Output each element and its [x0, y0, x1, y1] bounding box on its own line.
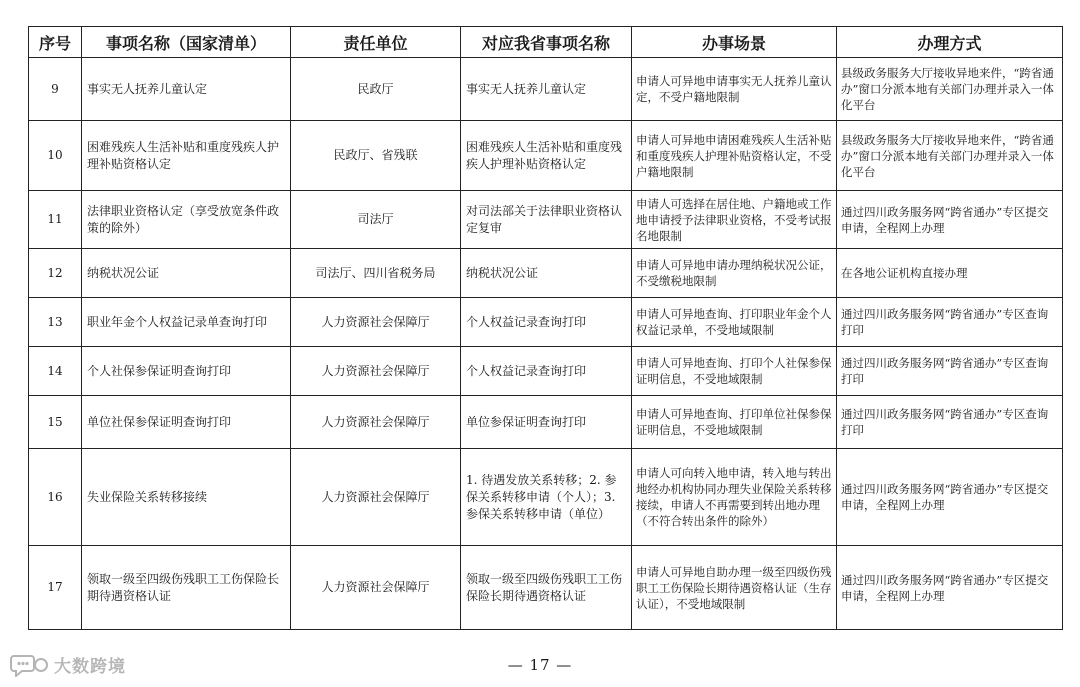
cell-item-name: 个人社保参保证明查询打印 — [82, 347, 291, 396]
cell-scene: 申请人可异地自助办理一级至四级伤残职工工伤保险长期待遇资格认证（生存认证），不受地域限制 — [632, 546, 837, 630]
cell-responsible-unit: 人力资源社会保障厅 — [291, 347, 461, 396]
cell-responsible-unit: 人力资源社会保障厅 — [291, 546, 461, 630]
cell-scene: 申请人可异地查询、打印单位社保参保证明信息，不受地域限制 — [632, 396, 837, 449]
table-row — [29, 121, 1063, 191]
header-responsible-unit: 责任单位 — [291, 27, 461, 58]
cell-scene: 申请人可选择在居住地、户籍地或工作地申请授予法律职业资格，不受考试报名地限制 — [632, 191, 837, 249]
header-serial: 序号 — [29, 27, 82, 58]
cell-serial: 13 — [29, 298, 82, 347]
table-row — [29, 249, 1063, 298]
header-method: 办理方式 — [837, 27, 1063, 58]
table-row — [29, 396, 1063, 449]
cell-responsible-unit: 司法厅 — [291, 191, 461, 249]
cell-method: 在各地公证机构直接办理 — [837, 249, 1063, 298]
header-item-name: 事项名称（国家清单） — [82, 27, 291, 58]
cell-scene: 申请人可异地查询、打印职业年金个人权益记录单，不受地域限制 — [632, 298, 837, 347]
cell-province-item: 纳税状况公证 — [461, 249, 632, 298]
cell-scene: 申请人可向转入地申请，转入地与转出地经办机构协同办理失业保险关系转移接续，申请人不再需要到转出地办理（不符合转出条件的除外） — [632, 449, 837, 546]
table-row — [29, 58, 1063, 121]
cell-responsible-unit: 人力资源社会保障厅 — [291, 449, 461, 546]
cell-responsible-unit: 司法厅、四川省税务局 — [291, 249, 461, 298]
cell-method: 通过四川政务服务网“跨省通办”专区查询打印 — [837, 396, 1063, 449]
cell-serial: 9 — [29, 58, 82, 121]
cell-scene: 申请人可异地申请办理纳税状况公证，不受缴税地限制 — [632, 249, 837, 298]
cell-serial: 11 — [29, 191, 82, 249]
cell-responsible-unit: 人力资源社会保障厅 — [291, 396, 461, 449]
cell-method: 通过四川政务服务网“跨省通办”专区提交申请，全程网上办理 — [837, 449, 1063, 546]
watermark-text: 大数跨境 — [54, 657, 126, 677]
cell-responsible-unit: 民政厅、省残联 — [291, 121, 461, 191]
cell-scene: 申请人可异地查询、打印个人社保参保证明信息，不受地域限制 — [632, 347, 837, 396]
services-table — [28, 26, 1063, 630]
cell-province-item: 领取一级至四级伤残职工工伤保险长期待遇资格认证 — [461, 546, 632, 630]
cell-serial: 10 — [29, 121, 82, 191]
cell-serial: 14 — [29, 347, 82, 396]
cell-province-item: 单位参保证明查询打印 — [461, 396, 632, 449]
cell-method: 通过四川政务服务网“跨省通办”专区提交申请，全程网上办理 — [837, 546, 1063, 630]
cell-province-item: 个人权益记录查询打印 — [461, 347, 632, 396]
cell-method: 通过四川政务服务网“跨省通办”专区提交申请，全程网上办理 — [837, 191, 1063, 249]
cell-item-name: 领取一级至四级伤残职工工伤保险长期待遇资格认证 — [82, 546, 291, 630]
document-table-container — [28, 26, 1062, 630]
cell-item-name: 纳税状况公证 — [82, 249, 291, 298]
cell-method: 通过四川政务服务网“跨省通办”专区查询打印 — [837, 347, 1063, 396]
header-province-item: 对应我省事项名称 — [461, 27, 632, 58]
cell-item-name: 困难残疾人生活补贴和重度残疾人护理补贴资格认定 — [82, 121, 291, 191]
table-row — [29, 191, 1063, 249]
cell-item-name: 法律职业资格认定（享受放宽条件政策的除外） — [82, 191, 291, 249]
cell-scene: 申请人可异地申请困难残疾人生活补贴和重度残疾人护理补贴资格认定，不受户籍地限制 — [632, 121, 837, 191]
cell-serial: 12 — [29, 249, 82, 298]
cell-serial: 16 — [29, 449, 82, 546]
cell-item-name: 失业保险关系转移接续 — [82, 449, 291, 546]
cell-province-item: 对司法部关于法律职业资格认定复审 — [461, 191, 632, 249]
cell-item-name: 单位社保参保证明查询打印 — [82, 396, 291, 449]
cell-method: 通过四川政务服务网“跨省通办”专区查询打印 — [837, 298, 1063, 347]
cell-method: 县级政务服务大厅接收异地来件，“跨省通办”窗口分派本地有关部门办理并录入一体化平台 — [837, 121, 1063, 191]
table-row — [29, 298, 1063, 347]
cell-item-name: 职业年金个人权益记录单查询打印 — [82, 298, 291, 347]
cell-province-item: 事实无人抚养儿童认定 — [461, 58, 632, 121]
table-row — [29, 546, 1063, 630]
page-number: — 17 — — [507, 656, 573, 674]
cell-serial: 15 — [29, 396, 82, 449]
cell-method: 县级政务服务大厅接收异地来件，“跨省通办”窗口分派本地有关部门办理并录入一体化平台 — [837, 58, 1063, 121]
cell-responsible-unit: 民政厅 — [291, 58, 461, 121]
cell-scene: 申请人可异地申请事实无人抚养儿童认定，不受户籍地限制 — [632, 58, 837, 121]
header-scene: 办事场景 — [632, 27, 837, 58]
cell-responsible-unit: 人力资源社会保障厅 — [291, 298, 461, 347]
cell-serial: 17 — [29, 546, 82, 630]
cell-province-item: 1. 待遇发放关系转移；2. 参保关系转移申请（个人）；3. 参保关系转移申请（单位） — [461, 449, 632, 546]
table-row — [29, 449, 1063, 546]
cell-province-item: 个人权益记录查询打印 — [461, 298, 632, 347]
cell-item-name: 事实无人抚养儿童认定 — [82, 58, 291, 121]
table-row — [29, 347, 1063, 396]
cell-province-item: 困难残疾人生活补贴和重度残疾人护理补贴资格认定 — [461, 121, 632, 191]
table-header-row — [29, 27, 1063, 58]
